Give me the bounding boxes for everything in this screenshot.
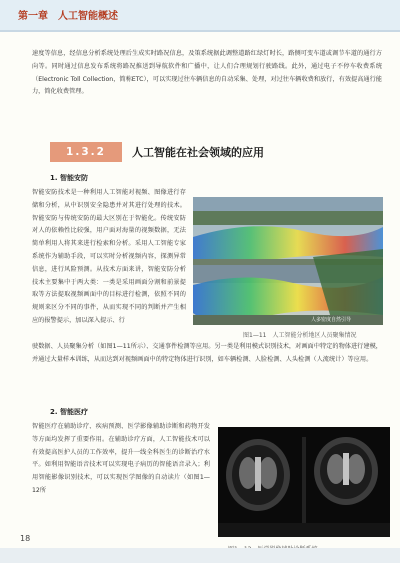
security-paragraph: 智能安防技术是一种利用人工智能对视频、图像进行存储和分析，从中识别安全隐患并对其进行处理的技术。智能安防与传统安防的最大区别在于智能化。传统安防对人的依赖性比较强，用户面对海量的视频数据，无法简单利用人将其来进行检索和分析。采用人工智能专家系统作为辅助手段，可以实时分析视频内容，探测异常信息，进行风险预测。从技术方面来讲，智能安防分析技术主要集中于两大类：一类是采用画面分割和前景提取等方法提取视频画面中的目标进行检测，依照不同的规则来区分不同的事件，从而实现不同的判断并产生相应的报警提示，加以深入提示、行 xyxy=(32,189,186,324)
after-figure-paragraph: 驶数据、人员聚集分析（如图1—11所示）、交通事件检测等应用。另一类是利用模式识别技术，对画面中特定的物体进行建模，并通过大量样本训练，从而达到对视频画面中的特定物体进行识别，如车辆检测、人脸检测、人头检测（人流统计）等应用。 xyxy=(32,343,382,363)
page-number: 18 xyxy=(20,534,31,543)
medical-paragraph: 智能医疗在辅助诊疗、疾病预测、医学影像辅助诊断和药物开发等方面均发挥了重要作用。在辅助诊疗方面，人工智能技术可以有效提高医护人员的工作效率，提升一线全科医生的诊断治疗水平。如利用智能语音技术可以实现电子病历的智能语音录入；利用智能影像识别技术，可以实现医学图像的自动读片（如图1—12所 xyxy=(32,423,210,494)
section-title: 人工智能在社会领域的应用 xyxy=(132,146,264,159)
subsection-title-security: 1. 智能安防 xyxy=(50,174,88,182)
chapter-title: 第一章 人工智能概述 xyxy=(18,11,118,22)
medical-scan-image xyxy=(218,427,390,537)
footer-band xyxy=(0,548,400,563)
subsection-title-medical: 2. 智能医疗 xyxy=(50,408,88,416)
section-heading xyxy=(50,142,285,162)
crowd-photo xyxy=(193,197,383,325)
figure-caption-1: 图1—11 人工智能分析地区人员聚集情况 xyxy=(243,332,357,339)
photo-overlay-label: 人多密度自然引导 xyxy=(311,317,352,323)
header-rule xyxy=(0,30,400,32)
intro-paragraph: 速度等信息，经信息分析系统处理后生成实时路况信息，及策系统据此调整道路红绿灯时长，路侧可变车道或调节车道的通行方向等。同时通过信息发布系统将路况推送到导航软件和广播中，让人们合理规划行驶路线。此外，通过电子不停车收费系统（Electronic Toll Collection，简称ETC），可以实现过往车辆信息的自动采集、处理，对过往车辆收费和放行，有效提高通行能力，简化收费管理。 xyxy=(32,50,382,96)
section-number: 1.3.2 xyxy=(50,142,122,162)
